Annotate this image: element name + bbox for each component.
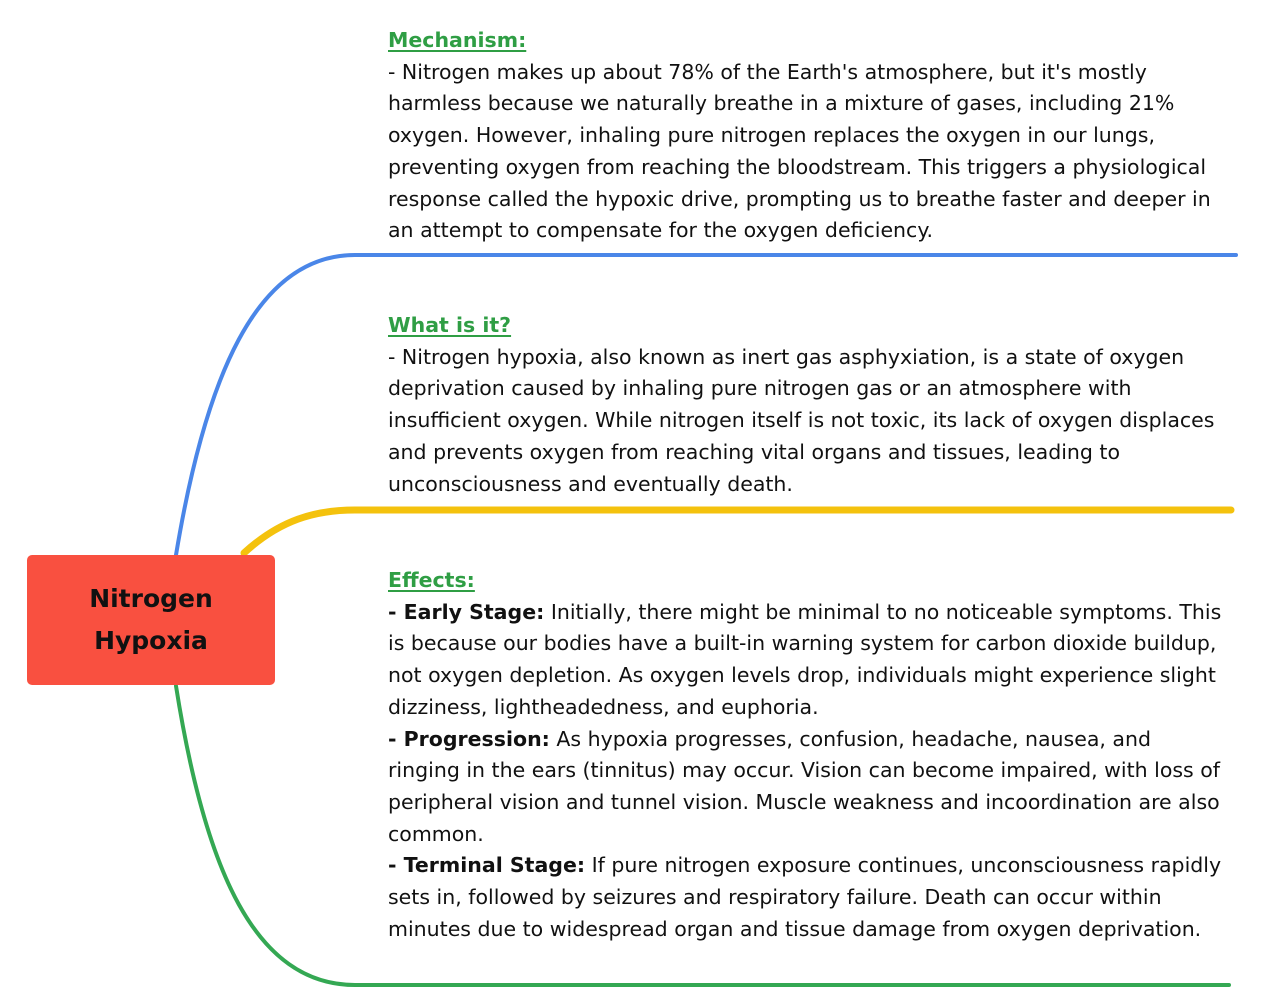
central-topic-line-1: Nitrogen [89, 584, 213, 613]
progression-text: As hypoxia progresses, confusion, headache, nausea, and ringing in the ears (tinnitus) may occur. Vision can become impaired, with loss of peripheral vision and tunnel vision. Muscle weakness and incoordination are also common. [388, 726, 1221, 846]
topic-what-is-it[interactable] [388, 310, 1228, 500]
terminal-stage-label: - Terminal Stage: [388, 853, 586, 878]
effects-early-stage [388, 597, 1228, 724]
effects-terminal-stage [388, 850, 1228, 945]
effects-heading: Effects: [388, 568, 475, 592]
topic-mechanism[interactable] [388, 25, 1228, 247]
what-is-it-text: - Nitrogen hypoxia, also known as inert gas asphyxiation, is a state of oxygen deprivation caused by inhaling pure nitrogen gas or an atmosphere with insufficient oxygen. While nitrogen itself is not toxic, its lack of oxygen displaces and prevents oxygen from reaching vital organs and tissues, leading to unconsciousness and eventually death. [388, 344, 1215, 496]
terminal-stage-text: If pure nitrogen exposure continues, unconsciousness rapidly sets in, followed by seizures and respiratory failure. Death can occur within minutes due to widespread organ and tissue damage from oxygen deprivation. [388, 853, 1222, 941]
early-stage-label: - Early Stage: [388, 599, 545, 624]
mechanism-text: - Nitrogen makes up about 78% of the Earth's atmosphere, but it's mostly harmless because we naturally breathe in a mixture of gases, including 21% oxygen. However, inhaling pure nitrogen replaces the oxygen in our lungs, preventing oxygen from reaching the bloodstream. This triggers a physiological response called the hypoxic drive, prompting us to breathe faster and deeper in an attempt to compensate for the oxygen deficiency. [388, 59, 1211, 243]
topic-effects[interactable] [388, 565, 1228, 945]
progression-label: - Progression: [388, 726, 550, 751]
central-topic-node[interactable] [27, 555, 275, 685]
mechanism-heading: Mechanism: [388, 28, 527, 52]
branch-line-what-is-it [244, 510, 1231, 553]
effects-progression [388, 724, 1228, 851]
central-topic-title [89, 578, 213, 662]
what-is-it-heading: What is it? [388, 313, 512, 337]
early-stage-text: Initially, there might be minimal to no noticeable symptoms. This is because our bodies have a built-in warning system for carbon dioxide buildup, not oxygen depletion. As oxygen levels drop, individuals might experience slight dizziness, lightheadedness, and euphoria. [388, 599, 1222, 719]
central-topic-line-2: Hypoxia [94, 626, 208, 655]
